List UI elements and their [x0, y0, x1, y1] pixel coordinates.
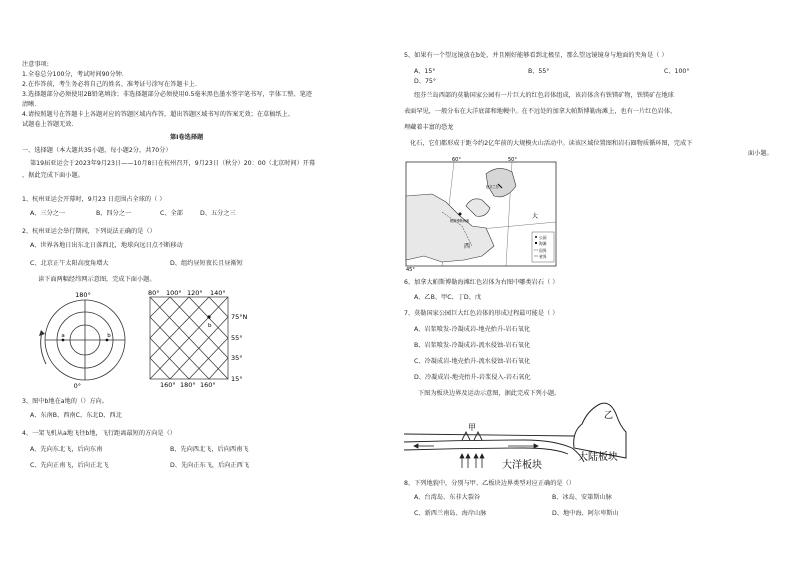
notice-line: 清晰. — [22, 101, 37, 108]
q8-option: A、台湾岛、东非大裂谷 — [414, 494, 481, 501]
plate-boundary-diagram — [404, 396, 664, 476]
q8-option: C、新西兰南岛、海岸山脉 — [414, 510, 487, 517]
q7-option: B、岩浆喷发-冷凝成岩-流水侵蚀-岩石氧化 — [414, 342, 531, 349]
grid-lon-bottom: 160° — [200, 381, 216, 388]
grid-graticule-figure — [146, 288, 262, 388]
q7-option: A、岩浆喷发-冷凝成岩-地壳抬升-岩石氧化 — [414, 326, 531, 333]
map-place-2: 帕斯博勒海滩 — [450, 219, 470, 223]
map-legend-park: 公园 — [539, 235, 547, 240]
map-label-ocean-1: 大 — [532, 213, 539, 220]
q2-option: D、组约昼短夜长且昼渐短 — [170, 260, 243, 267]
passage-line: 表面罕见，一般分布在大洋底部和地幔中。在不远处的加拿大帕斯博勒海滩上，也有一片红色岩体， — [404, 108, 677, 115]
q7-option: D、冷凝成岩-地壳抬升-岩浆侵入-岩石氧化 — [414, 374, 531, 381]
map-lat-45: 45° — [406, 267, 415, 272]
q5-option: B、55° — [528, 68, 550, 75]
polar-label-bottom: 0° — [73, 382, 81, 388]
grid-lon-top: 100° — [166, 289, 182, 297]
grid-lon-bottom: 180° — [180, 381, 196, 388]
section-desc: 一、选择题（本大题共35小题，每小题2分，共70分） — [22, 147, 172, 154]
map-legend-border: 国界 — [539, 248, 547, 253]
grid-lon-top: 120° — [187, 289, 203, 297]
region-location-map — [402, 156, 574, 272]
grid-lat-right: 35° — [231, 354, 243, 362]
plate-label-yi: 乙 — [604, 411, 614, 421]
q4-option: D、先向正东飞，后向正西飞 — [170, 462, 250, 469]
grid-lon-top: 140° — [210, 289, 226, 297]
q3-option: A、东南B、西南C、东北D、西北 — [30, 412, 122, 419]
plate-intro: 下图为板块边界及运动示意图，据此完成下列小题。 — [418, 390, 561, 397]
passage-line: 埋藏着丰富的恐龙 — [404, 124, 454, 131]
q2-option: A、世界各地日出东北日落西北，地球向远日点不断移动 — [30, 242, 183, 249]
polar-label-top: 180° — [75, 291, 91, 299]
polar-graticule-figure — [30, 288, 140, 388]
plate-label-jia: 甲 — [468, 423, 476, 432]
notice-line: 2.在作答前，考生务必将自己的姓名、准考证号涂写在答题卡上. — [22, 81, 197, 88]
q6-option: A、乙B、甲C、丁D、戊 — [414, 294, 482, 301]
q7-stem: 7、莫勒国家公园巨大红色岩体的形成过程最可能是（ ） — [404, 310, 559, 317]
passage-line: 面小题。 — [748, 150, 773, 157]
map-lon-50: 50° — [508, 157, 517, 163]
plate-label-ocean: 大洋板块 — [502, 460, 542, 471]
map-label-ocean-2: 西 — [464, 243, 471, 250]
polar-point-a: a — [61, 333, 65, 339]
polar-point-b: b — [107, 333, 111, 339]
plate-label-continent: 大陆板块 — [578, 452, 618, 463]
map-legend-province: 省界 — [539, 254, 547, 259]
grid-lon-top: 80° — [148, 289, 160, 297]
q1-option: A、三分之一 — [30, 210, 66, 217]
grid-lat-right: 15° — [231, 375, 243, 383]
q5-option: C、100° — [664, 68, 690, 75]
map-place-1: 纽芬兰岛 — [486, 185, 499, 189]
q5-stem: 5、如果有一个望远镜放在b处，并且刚好能够看到北极星，那么望远镜镜身与地面的夹角是（ ） — [404, 52, 668, 59]
grid-lat-right: 55° — [231, 334, 243, 342]
q2-option: C、北京正午太阳高度角增大 — [30, 260, 109, 267]
q6-stem: 6、加拿大帕斯博勒海滩红色岩体为右图中哪类岩石（ ） — [404, 279, 559, 286]
notice-line: 3.选择题部分必须使用2B铅笔填涂；非选择题部分必须使用0.5毫米黑色墨水签字笔书写，字体工整、笔迹 — [22, 91, 312, 98]
map-legend-beach: 海滩 — [539, 241, 547, 246]
grid-lat-right: 75°N — [231, 313, 248, 321]
q5-option: D、75° — [414, 78, 436, 85]
q1-stem: 1、杭州亚运会开幕时，9月23 日范围占全球的（ ） — [22, 196, 166, 203]
q8-stem: 8、下列地貌中，分别与甲、乙板块边界类型对应正确的是（） — [404, 480, 575, 487]
q5-option: A、15° — [414, 68, 436, 75]
q4-stem: 4、一架飞机从a地飞往b地，飞行距离最短的方向是（） — [22, 430, 176, 437]
passage-line: 化石，它们都形成于距今约2亿年前的大规模火山活动中。读该区域位置图和岩石圈物质循环图，完成下 — [410, 140, 693, 147]
q8-option: B、冰岛、安第斯山脉 — [552, 494, 612, 501]
passage-line: 纽芬兰岛西部的莫勒国家公园有一片巨大的红色岩体组成，该岩体含有铁镁矿物，铁镁矿在地球 — [414, 92, 674, 99]
q8-option: D、地中海、阿尔卑斯山 — [552, 510, 619, 517]
q4-option: A、先向东北飞，后向东南 — [30, 446, 103, 453]
intro-line: 第19届亚运会于2023年9月23日——10月8日在杭州召开，9月23日（秋分）20：00（北京时间）开幕 — [30, 160, 316, 167]
map-intro: 读下面两幅经纬网示意图，完成下面小题。 — [38, 276, 156, 283]
notice-line: 1.全卷总分100分，考试时间90分钟. — [22, 71, 124, 78]
grid-lon-bottom: 160° — [160, 381, 176, 388]
q1-option: D、五分之三 — [200, 210, 236, 217]
notice-line: 4.请按照题号在答题卡上各题对应的答题区域内作答，超出答题区域书写的答案无效；在草稿纸上、 — [22, 111, 294, 118]
q2-stem: 2、杭州亚运会举行期间，下列说法正确的是（） — [22, 228, 156, 235]
q7-option: C、冷凝成岩-地壳抬升-流水侵蚀-岩石氧化 — [414, 358, 531, 365]
q4-option: B、先向西北飞，后向西南飞 — [170, 446, 249, 453]
grid-point-b: b — [208, 323, 212, 329]
q4-option: C、先向正南飞，后向正北飞 — [30, 462, 109, 469]
section-title: 第Ⅰ卷选择题 — [170, 134, 204, 141]
notice-line: 试题卷上答题无效. — [22, 121, 74, 128]
notice-title: 注意事项: — [22, 61, 49, 68]
q1-option: C、全部 — [160, 210, 183, 217]
intro-line: ，据此完成下面小题。 — [22, 172, 84, 179]
map-lon-60: 60° — [452, 157, 461, 163]
q3-stem: 3、图中b地在a地的（）方向。 — [22, 398, 108, 405]
q1-option: B、四分之一 — [96, 210, 132, 217]
